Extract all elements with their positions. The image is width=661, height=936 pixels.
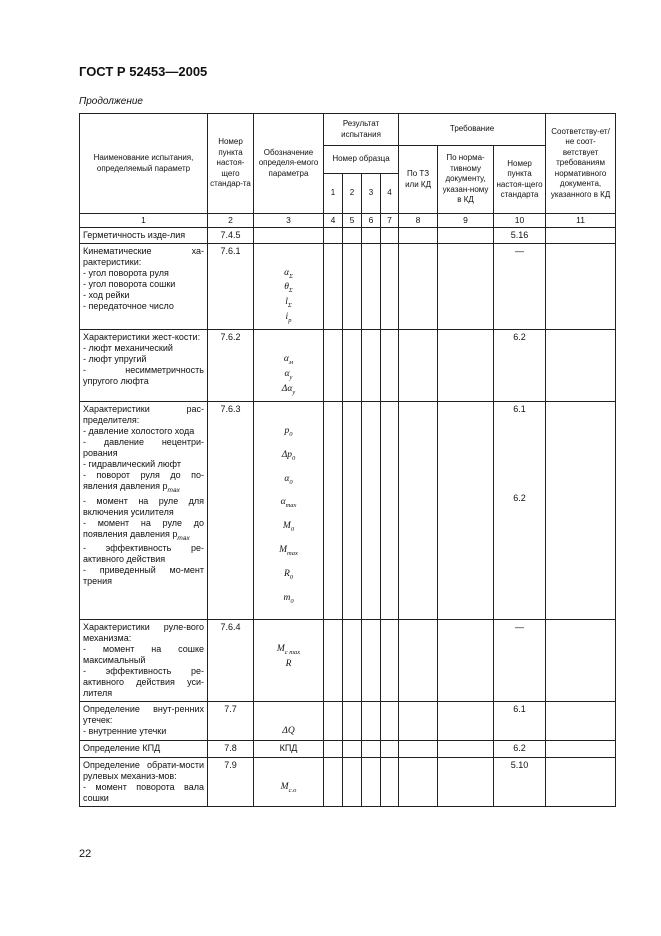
reference-clause: — — [515, 621, 525, 632]
parameter-label-subscript: max — [177, 534, 190, 542]
column-number: 4 — [324, 214, 343, 228]
header-sample-2: 2 — [343, 174, 362, 214]
clause-number: 7.9 — [224, 759, 237, 770]
empty-cell — [399, 243, 438, 330]
reference-cell — [494, 401, 546, 619]
empty-cell — [362, 757, 381, 806]
reference-cell — [494, 701, 546, 740]
empty-cell — [399, 401, 438, 619]
parameter-symbol: $m_0$ — [283, 592, 294, 605]
table-row — [80, 619, 616, 701]
parameter-label: - давление холостого хода — [83, 425, 195, 436]
test-name-cell — [80, 330, 208, 402]
header-col2: Номер пункта настоя-щего стандар-та — [208, 114, 254, 214]
reference-clause: 6.2 — [513, 742, 526, 753]
reference-clause: 5.16 — [510, 229, 529, 240]
empty-cell — [362, 740, 381, 757]
parameter-symbol-subscript: с.о — [288, 786, 297, 794]
parameter-symbol-subscript: 0 — [292, 454, 296, 462]
parameter-symbol-subscript: 0 — [289, 573, 294, 581]
parameter-symbol: $\theta_\Sigma$ — [284, 282, 293, 295]
test-parameters-table — [79, 113, 616, 807]
header-sample: Номер образца — [324, 146, 399, 174]
test-name: Определение обрати-мости рулевых механиз-мов: — [83, 759, 204, 781]
column-number: 2 — [208, 214, 254, 228]
empty-cell — [381, 330, 399, 402]
empty-cell — [399, 740, 438, 757]
parameter-label-subscript: max — [167, 486, 180, 494]
table-row — [80, 401, 616, 619]
table-body — [80, 227, 616, 806]
test-name-cell — [80, 227, 208, 243]
parameter-symbol: $l_\Sigma$ — [285, 297, 292, 310]
empty-cell — [438, 401, 494, 619]
empty-cell — [362, 701, 381, 740]
empty-cell — [324, 619, 343, 701]
reference-clause: 5.10 — [510, 759, 529, 770]
empty-cell — [343, 227, 362, 243]
table-row — [80, 243, 616, 330]
header-sample-3: 3 — [362, 174, 381, 214]
page-number: 22 — [79, 848, 92, 860]
parameter-symbol-subscript: м — [288, 358, 294, 366]
parameter-symbol: ΔQ — [282, 725, 295, 736]
empty-cell — [381, 701, 399, 740]
parameter-symbol: $\alpha_у$ — [284, 368, 293, 381]
reference-clause: 6.2 — [513, 492, 526, 503]
test-name-cell — [80, 757, 208, 806]
clause-cell — [208, 243, 254, 330]
compliance-cell — [546, 740, 616, 757]
reference-cell — [494, 757, 546, 806]
empty-cell — [399, 619, 438, 701]
empty-cell — [438, 227, 494, 243]
parameter-label: - давление нецентри-рования — [83, 436, 204, 458]
parameter-symbol: $i_р$ — [285, 312, 292, 325]
header-col10: Номер пункта настоя-щего стандарта — [494, 146, 546, 214]
column-number: 5 — [343, 214, 362, 228]
column-number: 6 — [362, 214, 381, 228]
reference-cell — [494, 330, 546, 402]
test-name: Герметичность изде-лия — [83, 229, 186, 240]
header-requirement: Требование — [399, 114, 546, 146]
empty-cell — [438, 757, 494, 806]
clause-number: 7.6.1 — [220, 245, 241, 256]
column-number: 9 — [438, 214, 494, 228]
parameter-symbol: $\Delta\alpha_у$ — [281, 383, 296, 396]
empty-cell — [381, 740, 399, 757]
parameter-symbol: $\alpha_{max}$ — [280, 497, 297, 510]
compliance-cell — [546, 757, 616, 806]
clause-number: 7.7 — [224, 703, 237, 714]
header-sample-1: 1 — [324, 174, 343, 214]
clause-number: 7.8 — [224, 742, 237, 753]
compliance-cell — [546, 227, 616, 243]
symbol-cell — [254, 619, 324, 701]
table-row — [80, 740, 616, 757]
table-row — [80, 701, 616, 740]
test-name: Кинематические ха-рактеристики: — [83, 245, 204, 267]
clause-number: 7.6.2 — [220, 332, 241, 343]
parameter-label: - момент поворота вала сошки — [83, 781, 204, 803]
empty-cell — [324, 401, 343, 619]
parameter-label: - люфт механический — [83, 343, 173, 354]
reference-cell — [494, 243, 546, 330]
clause-cell — [208, 701, 254, 740]
column-number: 8 — [399, 214, 438, 228]
parameter-symbol: $R_0$ — [283, 569, 294, 581]
empty-cell — [343, 401, 362, 619]
empty-cell — [343, 243, 362, 330]
header-result: Результат испытания — [324, 114, 399, 146]
column-number-row — [80, 214, 616, 228]
reference-clause: 6.1 — [513, 703, 526, 714]
clause-cell — [208, 757, 254, 806]
empty-cell — [324, 740, 343, 757]
test-name-cell — [80, 740, 208, 757]
symbol-cell — [254, 701, 324, 740]
reference-clause: 6.1 — [513, 403, 526, 414]
parameter-label: - угол поворота сошки — [83, 278, 176, 289]
clause-cell — [208, 227, 254, 243]
test-name-cell — [80, 401, 208, 619]
symbol-cell — [254, 757, 324, 806]
test-name: Определение КПД — [83, 742, 161, 753]
column-number: 1 — [80, 214, 208, 228]
parameter-label: - момент на сошке максимальный — [83, 643, 204, 665]
empty-cell — [399, 757, 438, 806]
empty-cell — [343, 619, 362, 701]
parameter-symbol: КПД — [279, 742, 298, 753]
parameter-symbol-subscript: 0 — [290, 597, 294, 605]
empty-cell — [381, 401, 399, 619]
test-name: Характеристики рас-пределителя: — [83, 403, 204, 425]
parameter-symbol: $\alpha_\Sigma$ — [284, 267, 293, 280]
column-number: 10 — [494, 214, 546, 228]
empty-cell — [362, 330, 381, 402]
clause-cell — [208, 619, 254, 701]
empty-cell — [324, 243, 343, 330]
compliance-cell — [546, 243, 616, 330]
empty-cell — [381, 619, 399, 701]
empty-cell — [362, 401, 381, 619]
test-name: Определение внут-ренних утечек: — [83, 703, 204, 725]
parameter-symbol-subscript: Σ — [289, 272, 293, 280]
header-col1: Наименование испытания, определяемый параметр — [80, 114, 208, 214]
empty-cell — [324, 330, 343, 402]
parameter-symbol: $M_{с.о}$ — [280, 781, 297, 794]
parameter-label: - момент на руле для включения усилителя — [83, 495, 204, 517]
empty-cell — [343, 757, 362, 806]
column-number: 11 — [546, 214, 616, 228]
header-sample-4: 4 — [381, 174, 399, 214]
header-col3: Обозначение определя-емого параметра — [254, 114, 324, 214]
symbol-cell — [254, 740, 324, 757]
empty-cell — [381, 227, 399, 243]
column-number: 3 — [254, 214, 324, 228]
parameter-symbol: $M_{max}$ — [279, 545, 298, 558]
parameter-symbol-subscript: у — [289, 373, 293, 381]
empty-cell — [399, 330, 438, 402]
parameter-label: - момент на руле до появления давления $p_{max}$ — [83, 517, 204, 542]
empty-cell — [362, 227, 381, 243]
parameter-symbol-subscript: Σ — [287, 302, 292, 310]
parameter-symbol: $\alpha_0$ — [284, 473, 293, 486]
empty-cell — [324, 757, 343, 806]
parameter-symbol: $p_0$ — [284, 425, 293, 438]
reference-cell — [494, 227, 546, 243]
empty-cell — [438, 701, 494, 740]
parameter-label: - поворот руля до по-явления давления $p_{max}$ — [83, 469, 204, 494]
reference-cell — [494, 619, 546, 701]
table-header — [80, 114, 616, 228]
parameter-label: - угол поворота руля — [83, 267, 169, 278]
header-col9: По норма-тивному документу, указан-ному в КД — [438, 146, 494, 214]
empty-cell — [399, 227, 438, 243]
table-row — [80, 330, 616, 402]
test-name-cell — [80, 701, 208, 740]
empty-cell — [381, 757, 399, 806]
empty-cell — [438, 243, 494, 330]
empty-cell — [381, 243, 399, 330]
parameter-symbol: R — [285, 658, 292, 669]
parameter-label: - эффективность ре-активного действия — [83, 543, 204, 565]
parameter-label: - ход рейки — [83, 289, 130, 300]
symbol-cell — [254, 401, 324, 619]
clause-number: 7.6.3 — [220, 403, 241, 414]
compliance-cell — [546, 330, 616, 402]
reference-clause: 6.2 — [513, 332, 526, 343]
table-row — [80, 757, 616, 806]
parameter-symbol-subscript: max — [285, 502, 297, 510]
parameter-label: - передаточное число — [83, 300, 174, 311]
empty-cell — [362, 243, 381, 330]
parameter-label: - гидравлический люфт — [83, 458, 181, 469]
test-name-cell — [80, 243, 208, 330]
parameter-symbol: $\Delta p_0$ — [281, 449, 296, 462]
document-title: ГОСТ Р 52453—2005 — [79, 64, 208, 79]
header-col8: По ТЗ или КД — [399, 146, 438, 214]
table-row — [80, 227, 616, 243]
reference-cell — [494, 740, 546, 757]
parameter-symbol-subscript: 0 — [289, 430, 293, 438]
column-number: 7 — [381, 214, 399, 228]
test-name: Характеристики руле-вого механизма: — [83, 621, 204, 643]
reference-clause: — — [515, 245, 525, 256]
clause-number: 7.6.4 — [220, 621, 241, 632]
continuation-label: Продолжение — [79, 96, 143, 107]
symbol-cell — [254, 330, 324, 402]
parameter-symbol: $M_0$ — [282, 521, 295, 534]
empty-cell — [324, 227, 343, 243]
parameter-symbol: $\alpha_м$ — [283, 354, 294, 366]
empty-cell — [438, 619, 494, 701]
compliance-cell — [546, 619, 616, 701]
parameter-symbol-subscript: с max — [284, 648, 301, 656]
parameter-symbol-subscript: max — [287, 550, 298, 558]
empty-cell — [343, 740, 362, 757]
test-name: Характеристики жест-кости: — [83, 332, 201, 343]
parameter-symbol: $M_{с max}$ — [276, 643, 301, 656]
empty-cell — [438, 330, 494, 402]
test-name-cell — [80, 619, 208, 701]
parameter-label: - несимметричность упругого люфта — [83, 365, 204, 387]
empty-cell — [362, 619, 381, 701]
parameter-label: - приведенный мо-мент трения — [83, 565, 204, 587]
parameter-label: - эффективность ре-активного действия уси-лителя — [83, 665, 204, 698]
clause-cell — [208, 401, 254, 619]
clause-cell — [208, 330, 254, 402]
parameter-symbol-subscript: Σ — [288, 287, 293, 295]
compliance-cell — [546, 401, 616, 619]
parameter-symbol-subscript: 0 — [290, 526, 295, 534]
empty-cell — [438, 740, 494, 757]
compliance-cell — [546, 701, 616, 740]
empty-cell — [343, 701, 362, 740]
empty-cell — [343, 330, 362, 402]
parameter-label: - внутренние утечки — [83, 725, 167, 736]
symbol-cell — [254, 227, 324, 243]
parameter-symbol-subscript: 0 — [289, 478, 293, 486]
empty-cell — [324, 701, 343, 740]
empty-cell — [399, 701, 438, 740]
clause-cell — [208, 740, 254, 757]
symbol-cell — [254, 243, 324, 330]
header-col11: Соответству-ет/не соот-ветствует требованиям нормативного документа, указанного в КД — [546, 114, 616, 214]
clause-number: 7.4.5 — [220, 229, 241, 240]
parameter-symbol-subscript: у — [292, 388, 296, 396]
parameter-symbol-subscript: р — [288, 317, 292, 325]
parameter-label: - люфт упругий — [83, 354, 147, 365]
